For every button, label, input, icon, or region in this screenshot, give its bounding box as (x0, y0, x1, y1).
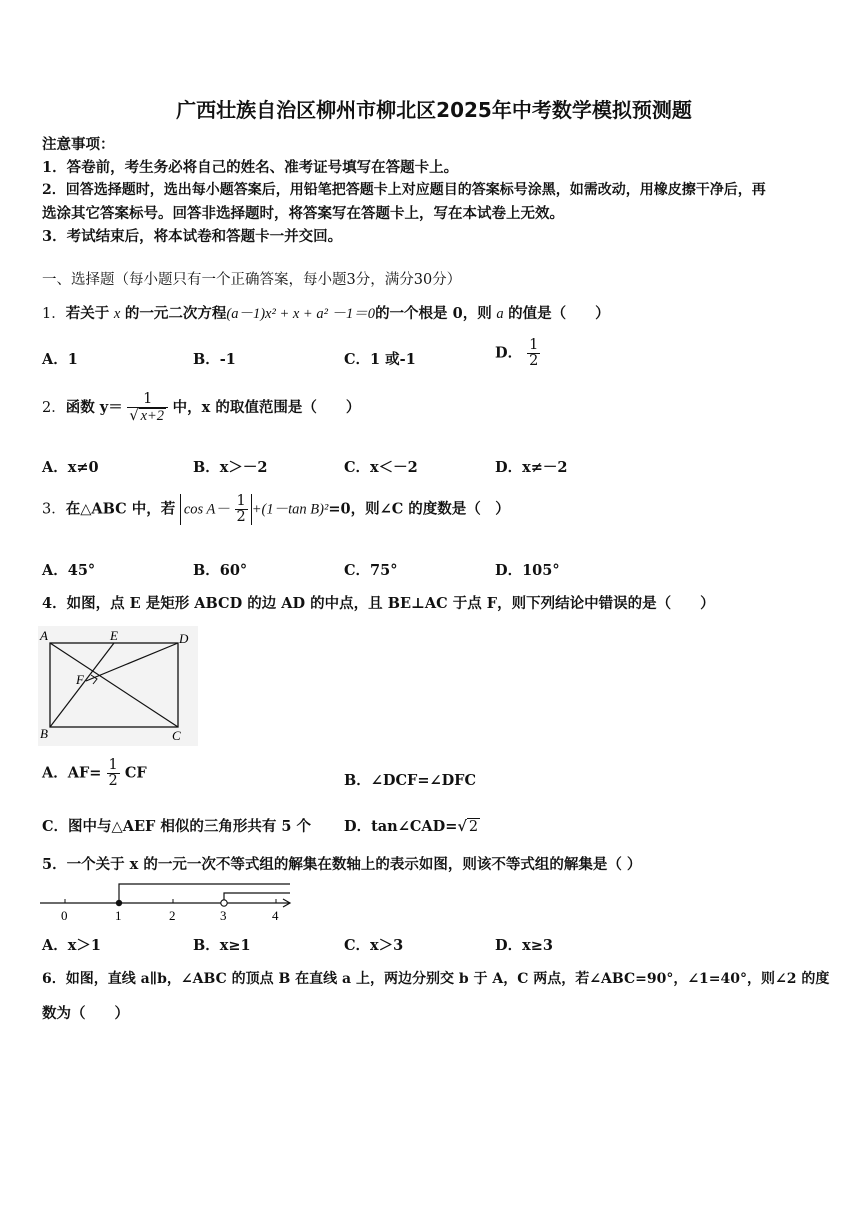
q1-option-c: C．1 或-1 (344, 351, 416, 368)
q4-option-d-pre: D．tan∠CAD= (344, 818, 458, 835)
q2-text-pre: 函数 y＝ (65, 399, 123, 417)
fraction-numerator: 1 (236, 493, 246, 509)
notice-item-1: 1．答卷前，考生务必将自己的姓名、准考证号填写在答题卡上。 (42, 159, 459, 176)
q5-option-d: D．x≥3 (495, 937, 553, 954)
q1-option-b: B．-1 (193, 351, 236, 368)
question-4: 4．如图，点 E 是矩形 ABCD 的边 AD 的中点，且 BE⊥AC 于点 F，则下列结论中错误的是（ ） (42, 595, 715, 612)
q4-option-a-post: CF (124, 764, 147, 782)
q3-option-d: D．105° (495, 562, 560, 579)
fraction-denominator: 2 (236, 509, 246, 526)
q1-equation: (a－1)x² + x + a² －1＝0 (226, 306, 376, 322)
hollow-point (221, 900, 227, 906)
q4-option-a (42, 758, 147, 789)
question-6: 6．如图，直线 a∥b，∠ABC 的顶点 B 在直线 a 上，两边分别交 b 于 A，C 两点，若∠ABC=90°，∠1=40°，则∠2 的度 (42, 971, 830, 987)
label-c: C (172, 728, 181, 743)
fraction-denominator: 2 (529, 353, 539, 370)
question-1 (42, 302, 610, 323)
question-6-cont: 数为（ ） (42, 1005, 129, 1022)
q2-fraction (127, 392, 168, 424)
q1-text-pre: 若关于 (65, 305, 110, 322)
tick-label-1: 1 (115, 908, 122, 923)
q2-number: 2． (42, 400, 66, 417)
rectangle-figure (38, 626, 198, 746)
q3-abs-expression: cos A－ (183, 501, 230, 518)
label-d: D (179, 631, 189, 646)
tick-label-3: 3 (220, 908, 227, 923)
q3-absolute-value (180, 494, 252, 525)
question-5: 5．一个关于 x 的一元一次不等式组的解集在数轴上的表示如图，则该不等式组的解集是（ ） (42, 856, 642, 873)
q3-number: 3． (42, 501, 66, 518)
q2-text-post: 中，x 的取值范围是（ ） (172, 399, 361, 417)
notice-item-3: 3．考试结束后，将本试卷和答题卡一并交回。 (42, 228, 343, 245)
q3-option-b: B．60° (193, 562, 248, 579)
solid-point (116, 900, 122, 906)
q1-var-a: a (496, 306, 504, 322)
q3-text-pre: 在△ABC 中，若 (65, 500, 176, 518)
q3-fraction (235, 494, 248, 525)
notice-item-2-cont: 选涂其它答案标号。回答非选择题时，将答案写在答题卡上，写在本试卷上无效。 (42, 205, 564, 222)
fraction-denominator: 2 (108, 773, 118, 790)
fraction-denominator: √ x+2 (129, 408, 165, 425)
radicand: 2 (468, 819, 479, 835)
q3-option-c: C．75° (344, 562, 398, 579)
fraction-numerator: 1 (127, 392, 168, 408)
notice-item-2: 2．回答选择题时，选出每小题答案后，用铅笔把答题卡上对应题目的答案标号涂黑，如需改动，用橡皮擦干净后，再 (42, 182, 766, 198)
q1-text-end: 的值是（ ） (508, 305, 610, 322)
q4-option-a-pre: A．AF= (42, 764, 102, 782)
q1-text-post: 的一个根是 0，则 (375, 305, 492, 322)
q1-var-x: x (113, 306, 121, 322)
q3-option-a: A．45° (42, 562, 96, 579)
q3-square-term: +(1－tan B)² (251, 501, 329, 518)
tick-label-2: 2 (169, 908, 176, 923)
notice-heading: 注意事项： (42, 136, 115, 153)
label-a: A (40, 628, 48, 643)
q1-option-d-fraction (527, 338, 540, 369)
radicand: x+2 (140, 408, 165, 425)
q1-text-mid: 的一元二次方程 (124, 305, 227, 322)
q1-option-d (495, 338, 540, 369)
q4-option-b: B．∠DCF=∠DFC (344, 772, 477, 789)
fraction-numerator: 1 (108, 757, 118, 773)
number-line-figure (38, 878, 298, 924)
q5-option-c: C．x＞3 (344, 937, 404, 954)
q3-text-post: =0，则∠C 的度数是（ ） (328, 500, 510, 518)
q2-option-a: A．x≠0 (42, 459, 99, 476)
q2-option-c: C．x＜－2 (344, 459, 418, 476)
section-heading: 一、选择题（每小题只有一个正确答案，每小题3分，满分30分） (42, 272, 462, 288)
label-e: E (110, 628, 118, 643)
q1-option-d-label: D． (495, 344, 523, 362)
solution-bracket-x-gt-3 (224, 893, 290, 903)
page-title: 广西壮族自治区柳州市柳北区2025年中考数学模拟预测题 (176, 98, 692, 122)
q5-option-a: A．x＞1 (42, 937, 101, 954)
q4-option-c: C．图中与△AEF 相似的三角形共有 5 个 (42, 818, 312, 835)
q4-option-d: D．tan∠CAD=√ 2 (344, 818, 479, 835)
q1-number: 1． (42, 306, 66, 322)
label-b: B (40, 726, 48, 741)
question-2 (42, 392, 360, 424)
tick-label-4: 4 (272, 908, 279, 923)
question-3 (42, 494, 510, 525)
q1-option-a: A．1 (42, 351, 78, 368)
fraction-numerator: 1 (529, 337, 539, 353)
q5-option-b: B．x≥1 (193, 937, 251, 954)
q2-option-d: D．x≠－2 (495, 459, 568, 476)
q2-option-b: B．x＞－2 (193, 459, 268, 476)
q4-option-a-fraction (107, 758, 120, 789)
label-f: F (76, 672, 84, 687)
tick-label-0: 0 (61, 908, 68, 923)
